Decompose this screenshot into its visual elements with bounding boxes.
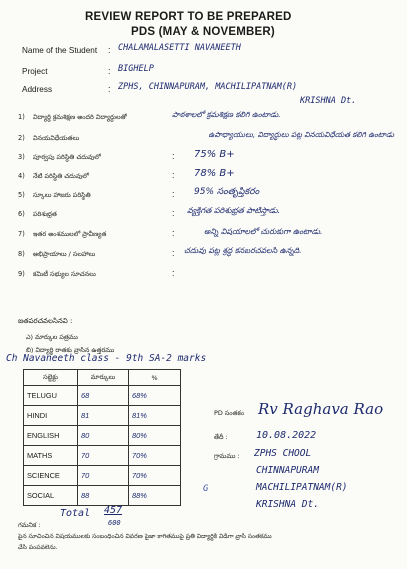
attachment-item-a: ఎ) మార్కుల పత్రము — [26, 333, 78, 341]
marks-table — [23, 369, 181, 506]
marks-cell: 70 — [78, 446, 129, 466]
item-answer: వ్యక్తిగత పరిశుభ్రత పాటిస్తాడు. — [187, 206, 281, 215]
subject-cell: HINDI — [24, 406, 78, 426]
table-row — [24, 406, 181, 426]
marks-cell: 88 — [78, 486, 129, 506]
attachment-item-b: బి) విద్యార్థి రాతకు వ్రాసిన ఉత్తరము — [26, 346, 115, 354]
marks-cell: 80 — [78, 426, 129, 446]
colon: : — [108, 84, 111, 94]
total-max: 600 — [108, 519, 121, 527]
pd-signature: Rv Raghava Rao — [258, 400, 384, 418]
date-label: తేదీ : — [214, 433, 228, 441]
village-line: CHINNAPURAM — [256, 465, 319, 476]
table-row — [24, 486, 181, 506]
note-line1: పైన సూచించిన విషయములకు సంబంధించిన వివరణ పైజా కాగితముపై ప్రతి విద్యార్థికి విడిగా వ్రాసి సంతకము — [18, 533, 272, 540]
colon: : — [172, 151, 175, 161]
colon: : — [108, 66, 111, 76]
colon: : — [108, 45, 111, 55]
header-subject: సబ్జెక్టు — [24, 370, 78, 386]
date-value: 10.08.2022 — [256, 430, 317, 441]
pd-signature-label: PD సంతకం — [214, 409, 245, 417]
header-percent: % — [129, 370, 181, 386]
item-answer: పాఠశాలలో క్రమశిక్షణ కలిగి ఉంటాడు. — [172, 110, 281, 119]
address-value-line2: KRISHNA Dt. — [300, 96, 357, 106]
marks-cell: 68 — [78, 386, 129, 406]
student-name-label: Name of the Student — [22, 46, 98, 55]
item-number: 8) — [18, 250, 25, 258]
student-name-value: CHALAMALASETTI NAVANEETH — [118, 43, 241, 53]
item-number: 5) — [18, 191, 25, 199]
percent-cell: 80% — [129, 426, 181, 446]
item-answer: ఉపాధ్యాయులు, విద్యార్థులు పట్ల వినయవిధేయత కలిగి ఉంటాడు — [208, 130, 394, 139]
percent-cell: 88% — [129, 486, 181, 506]
percent-cell: 70% — [129, 446, 181, 466]
colon: : — [172, 268, 175, 278]
item-label: కమిటీ సభ్యుల సూచనలు — [33, 270, 96, 278]
village-label: గ్రామము : — [214, 452, 240, 460]
table-row — [24, 446, 181, 466]
total-label: Total — [60, 508, 91, 519]
item-label: నేటి పరిస్థితి చదువులో — [33, 172, 89, 180]
table-row — [24, 386, 181, 406]
item-number: 2) — [18, 134, 25, 142]
handwritten-class-note: Ch Navaneeth class - 9th SA-2 marks — [6, 353, 207, 364]
item-answer: అన్ని విషయాలలో చురుకుగా ఉంటాడు. — [204, 227, 323, 236]
total-value: 457 — [104, 505, 123, 516]
item-label: అభిప్రాయాలు / సలహాలు — [33, 250, 96, 258]
project-label: Project — [22, 67, 48, 76]
item-answer: 75% B+ — [194, 149, 235, 160]
subject-cell: TELUGU — [24, 386, 78, 406]
colon: : — [172, 208, 175, 218]
village-line: ZPHS CHOOL — [254, 448, 312, 459]
item-label: విద్యార్థి క్రమశిక్షణ అందరి విద్యార్థులతో — [33, 113, 127, 121]
colon: : — [172, 248, 175, 258]
report-subtitle: PDS (MAY & NOVEMBER) — [131, 26, 275, 38]
percent-cell: 70% — [129, 466, 181, 486]
village-line: MACHILIPATNAM(R) — [256, 482, 348, 493]
note-label: గమనిక : — [18, 521, 41, 529]
project-value: BIGHELP — [118, 64, 154, 74]
item-number: 3) — [18, 153, 25, 161]
item-label: పరిశుభ్రత — [33, 210, 57, 218]
table-row — [24, 466, 181, 486]
subject-cell: SCIENCE — [24, 466, 78, 486]
item-answer: 95% సంతృప్తికరం — [194, 187, 260, 197]
marks-cell: 70 — [78, 466, 129, 486]
item-answer: చదువు పట్ల శ్రద్ధ కనబరచవలసి ఉన్నది. — [184, 246, 302, 255]
address-value-line1: ZPHS, CHINNAPURAM, MACHILIPATNAM(R) — [118, 82, 298, 92]
attachments-heading: జతపరచవలసినవి : — [18, 317, 73, 325]
item-label: స్కూలు హాజరు పరిస్థితి — [33, 191, 91, 199]
item-label: ఇతర అంశములలో ప్రావీణ్యత — [33, 230, 107, 238]
subject-cell: MATHS — [24, 446, 78, 466]
marks-cell: 81 — [78, 406, 129, 426]
percent-cell: 68% — [129, 386, 181, 406]
item-number: 6) — [18, 210, 25, 218]
report-title: REVIEW REPORT TO BE PREPARED — [85, 11, 292, 23]
note-line2: చేసి పంపవలెను. — [18, 544, 58, 551]
colon: : — [172, 189, 175, 199]
colon: : — [172, 228, 175, 238]
item-number: 4) — [18, 172, 25, 180]
item-number: 1) — [18, 113, 25, 121]
item-answer: 78% B+ — [194, 168, 235, 179]
g-mark: G — [203, 484, 209, 494]
table-row — [24, 426, 181, 446]
item-label: వినయవిధేయతలు — [33, 134, 80, 142]
table-header-row — [24, 370, 181, 386]
percent-cell: 81% — [129, 406, 181, 426]
subject-cell: SOCIAL — [24, 486, 78, 506]
item-label: పూర్వపు పరిస్థితి చదువులో — [33, 153, 101, 161]
header-marks: మార్కులు — [78, 370, 129, 386]
item-number: 9) — [18, 270, 25, 278]
address-label: Address — [22, 85, 53, 94]
item-number: 7) — [18, 230, 25, 238]
subject-cell: ENGLISH — [24, 426, 78, 446]
village-line: KRISHNA Dt. — [256, 499, 319, 510]
colon: : — [172, 170, 175, 180]
